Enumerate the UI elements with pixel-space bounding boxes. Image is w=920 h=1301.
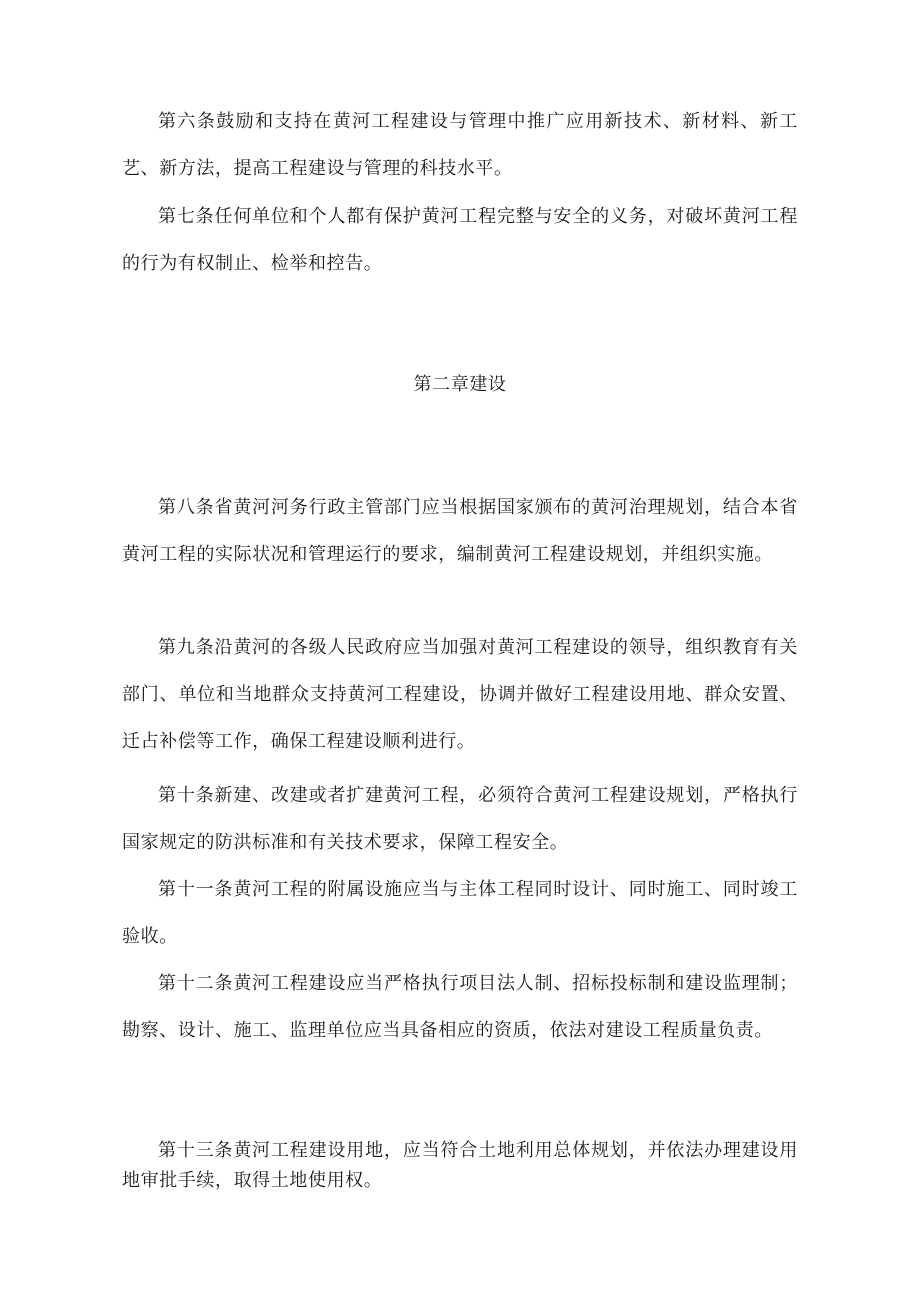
article-11: 第十一条黄河工程的附属设施应当与主体工程同时设计、同时施工、同时竣工验收。 (122, 879, 798, 947)
article-6: 第六条鼓励和支持在黄河工程建设与管理中推广应用新技术、新材料、新工艺、新方法，提高工程建设与管理的科技水平。 (122, 111, 798, 179)
article-8: 第八条省黄河河务行政主管部门应当根据国家颁布的黄河治理规划，结合本省黄河工程的实际状况和管理运行的要求，编制黄河工程建设规划，并组织实施。 (122, 497, 798, 565)
article-9: 第九条沿黄河的各级人民政府应当加强对黄河工程建设的领导，组织教育有关部门、单位和当地群众支持黄河工程建设，协调并做好工程建设用地、群众安置、迁占补偿等工作，确保工程建设顺利进行。 (122, 637, 798, 752)
chapter-heading: 第二章建设 (413, 374, 507, 395)
article-10: 第十条新建、改建或者扩建黄河工程，必须符合黄河工程建设规划，严格执行国家规定的防洪标准和有关技术要求，保障工程安全。 (122, 785, 798, 853)
article-7: 第七条任何单位和个人都有保护黄河工程完整与安全的义务，对破坏黄河工程的行为有权制止、检举和控告。 (122, 206, 798, 274)
article-13: 第十三条黄河工程建设用地，应当符合土地利用总体规划，并依法办理建设用地审批手续，取得土地使用权。 (122, 1140, 798, 1191)
article-12: 第十二条黄河工程建设应当严格执行项目法人制、招标投标制和建设监理制；勘察、设计、施工、监理单位应当具备相应的资质，依法对建设工程质量负责。 (122, 973, 798, 1041)
